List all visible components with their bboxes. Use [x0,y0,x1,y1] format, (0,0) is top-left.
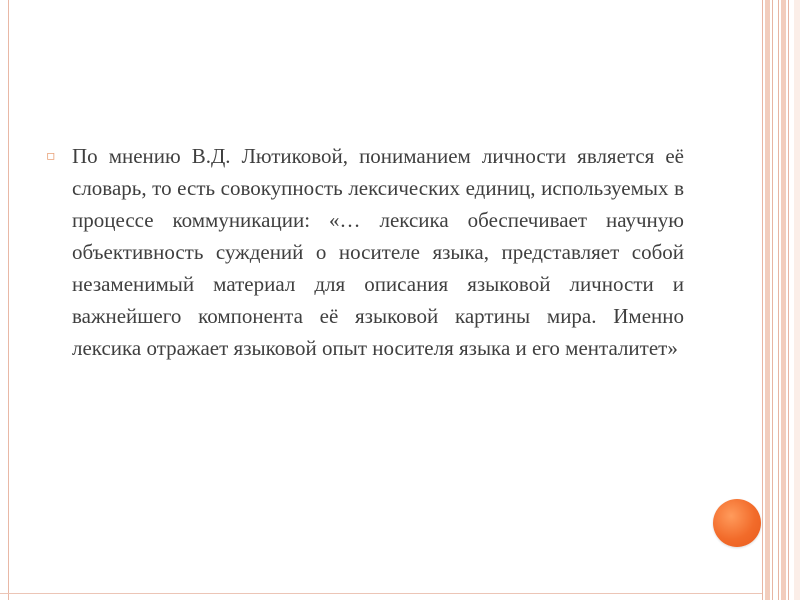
right-border-stripe [794,0,800,600]
right-border-stripe [788,0,789,600]
right-border-stripe [765,0,770,600]
right-border-stripe [762,0,763,600]
bottom-border-line [0,593,762,594]
right-border-stripe [772,0,773,600]
orange-circle-decoration [713,499,761,547]
slide-content [40,140,690,364]
right-border-stripe [781,0,786,600]
right-border-stripe [778,0,779,600]
quote-paragraph: По мнению В.Д. Лютиковой, пониманием личности является её словарь, то есть совокупность лексических единиц, используемых в процессе коммуникации: «… лексика обеспечивает научную объективность суждений о носителе языка, представляет собой незаменимый материал для описания языковой личности и важнейшего компонента её языковой картины мира. Именно лексика отражает языковой опыт носителя языка и его менталитет» [72,144,684,360]
left-border-line [8,0,9,600]
bullet-square-icon: ▫ [46,148,56,164]
bullet-item [40,140,690,364]
